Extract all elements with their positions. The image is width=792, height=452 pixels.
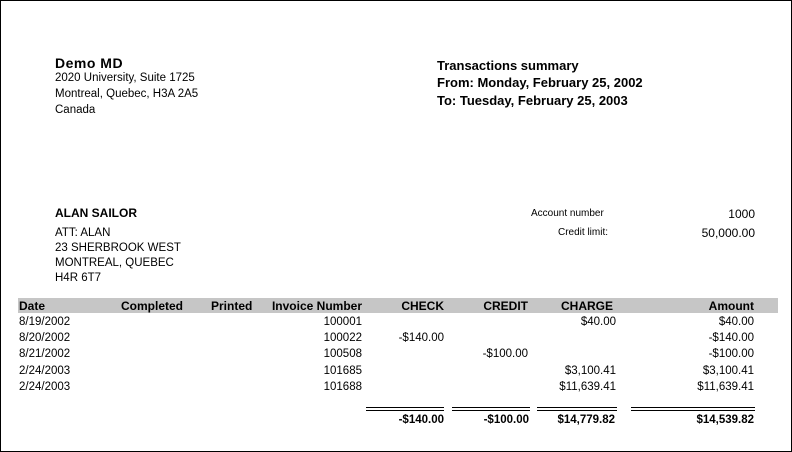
provider-address-line-3: Canada	[55, 104, 96, 116]
col-header-invoice-number: Invoice Number	[271, 299, 362, 313]
table-row-date: 8/19/2002	[19, 316, 71, 328]
total-rule-credit-bottom	[452, 410, 530, 411]
table-row-amount: -$140.00	[708, 332, 754, 344]
table-row-invoice: 100022	[323, 332, 362, 344]
account-number-label: Account number	[531, 208, 604, 219]
table-row-check: -$140.00	[398, 332, 444, 344]
total-check: -$140.00	[398, 414, 444, 426]
table-row-credit: -$100.00	[482, 348, 528, 360]
report-from-date: From: Monday, February 25, 2002	[437, 75, 643, 90]
patient-address-line-3: MONTREAL, QUEBEC	[55, 257, 174, 269]
credit-limit-label: Credit limit:	[558, 227, 609, 238]
table-row-date: 2/24/2003	[19, 381, 71, 393]
total-rule-amount-top	[631, 407, 755, 408]
patient-address-line-1: ATT: ALAN	[55, 227, 111, 239]
total-rule-check-bottom	[366, 410, 444, 411]
col-header-date: Date	[19, 299, 46, 313]
provider-name: Demo MD	[55, 55, 124, 71]
table-row-date: 2/24/2003	[19, 365, 71, 377]
table-row-amount: $3,100.41	[702, 365, 754, 377]
total-rule-credit-top	[452, 407, 530, 408]
col-header-charge: CHARGE	[560, 299, 613, 313]
col-header-printed: Printed	[211, 299, 253, 313]
table-row-amount: -$100.00	[708, 348, 754, 360]
table-row-charge: $11,639.41	[559, 381, 616, 393]
col-header-completed: Completed	[121, 299, 184, 313]
table-row-date: 8/21/2002	[19, 348, 71, 360]
total-amount: $14,539.82	[696, 414, 754, 426]
patient-name: ALAN SAILOR	[55, 206, 137, 220]
total-rule-charge-top	[537, 407, 617, 408]
col-header-check: CHECK	[401, 299, 444, 313]
total-rule-charge-bottom	[537, 410, 617, 411]
table-row-invoice: 101688	[323, 381, 362, 393]
total-charge: $14,779.82	[557, 414, 615, 426]
table-row-invoice: 100001	[323, 316, 362, 328]
report-title: Transactions summary	[437, 58, 579, 73]
table-row-amount: $40.00	[718, 316, 754, 328]
provider-address-line-2: Montreal, Quebec, H3A 2A5	[55, 88, 199, 100]
total-rule-amount-bottom	[631, 410, 755, 411]
table-row-invoice: 100508	[323, 348, 362, 360]
table-row-charge: $3,100.41	[564, 365, 616, 377]
provider-address-line-1: 2020 University, Suite 1725	[55, 72, 195, 84]
col-header-credit: CREDIT	[483, 299, 528, 313]
patient-address-line-2: 23 SHERBROOK WEST	[55, 242, 181, 254]
account-number-value: 1000	[728, 207, 755, 221]
table-row-amount: $11,639.41	[697, 381, 754, 393]
table-row-date: 8/20/2002	[19, 332, 71, 344]
table-row-charge: $40.00	[580, 316, 616, 328]
patient-address-line-4: H4R 6T7	[55, 272, 102, 284]
table-row-invoice: 101685	[323, 365, 362, 377]
credit-limit-value: 50,000.00	[701, 226, 755, 240]
report-to-date: To: Tuesday, February 25, 2003	[437, 93, 628, 108]
col-header-amount: Amount	[708, 299, 754, 313]
total-credit: -$100.00	[483, 414, 529, 426]
total-rule-check-top	[366, 407, 444, 408]
